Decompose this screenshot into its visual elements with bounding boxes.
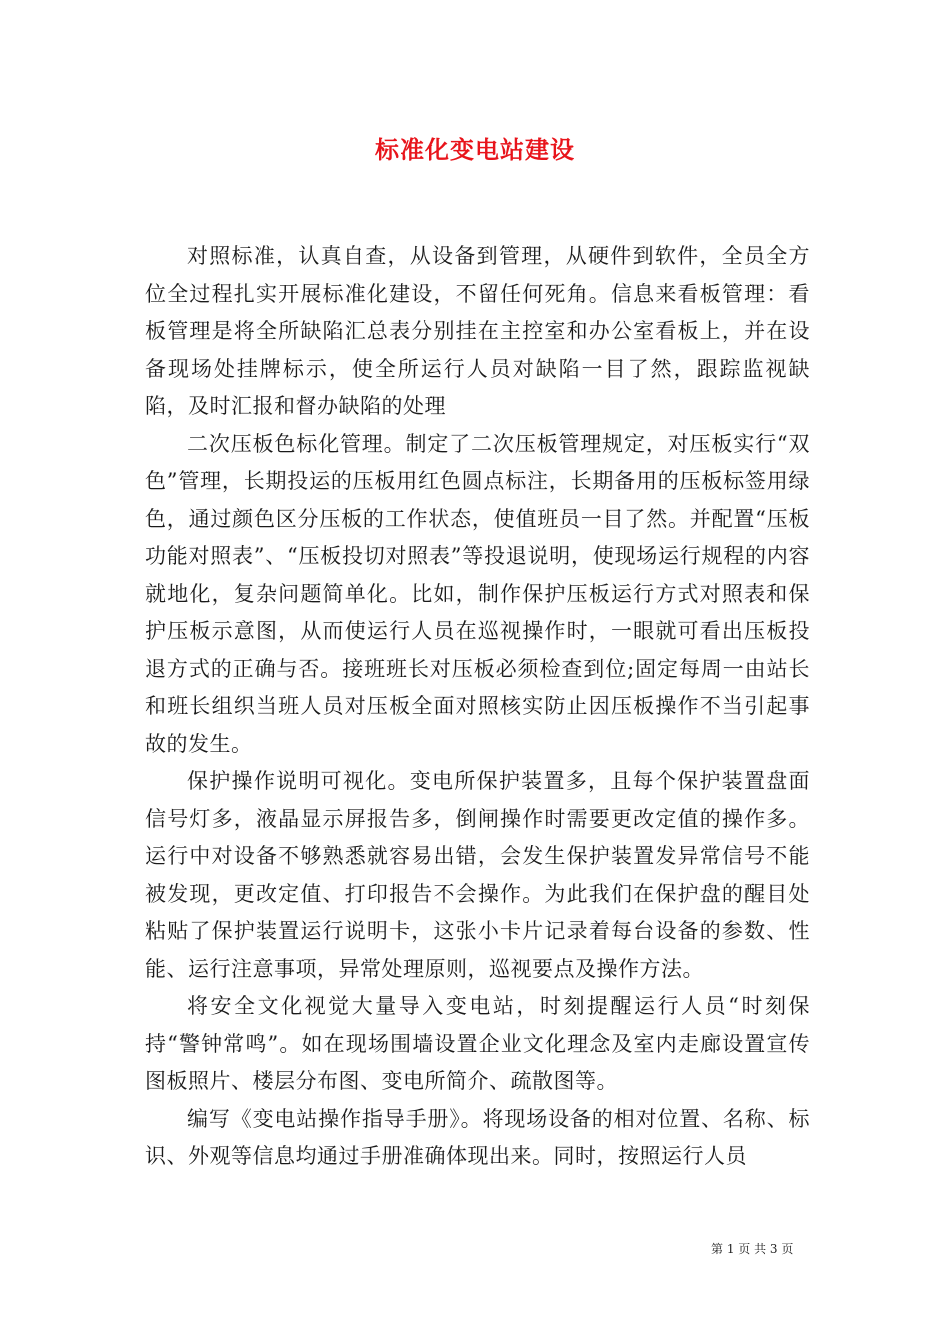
page-number: 第 1 页 共 3 页	[711, 1242, 794, 1256]
paragraph: 编写《变电站操作指导手册》。将现场设备的相对位置、名称、标识、外观等信息均通过手册准确体现出来。同时，按照运行人员	[145, 1106, 810, 1168]
document-title: 标准化变电站建设	[375, 135, 575, 164]
document-body	[145, 238, 810, 1176]
paragraph: 保护操作说明可视化。变电所保护装置多，且每个保护装置盘面信号灯多，液晶显示屏报告多，倒闸操作时需要更改定值的操作多。运行中对设备不够熟悉就容易出错，会发生保护装置发异常信号不能被发现，更改定值、打印报告不会操作。为此我们在保护盘的醒目处粘贴了保护装置运行说明卡，这张小卡片记录着每台设备的参数、性能、运行注意事项，异常处理原则，巡视要点及操作方法。	[145, 769, 810, 981]
paragraph: 二次压板色标化管理。制定了二次压板管理规定，对压板实行“双色”管理，长期投运的压板用红色圆点标注，长期备用的压板标签用绿色，通过颜色区分压板的工作状态，使值班员一目了然。并配置“压板功能对照表”、“压板投切对照表”等投退说明，使现场运行规程的内容就地化，复杂问题简单化。比如，制作保护压板运行方式对照表和保护压板示意图，从而使运行人员在巡视操作时，一眼就可看出压板投退方式的正确与否。接班班长对压板必须检查到位;固定每周一由站长和班长组织当班人员对压板全面对照核实防止因压板操作不当引起事故的发生。	[145, 431, 810, 756]
paragraph: 将安全文化视觉大量导入变电站，时刻提醒运行人员“时刻保持“警钟常鸣”。如在现场围墙设置企业文化理念及室内走廊设置宣传图板照片、楼层分布图、变电所简介、疏散图等。	[145, 994, 810, 1093]
paragraph: 对照标准，认真自查，从设备到管理，从硬件到软件，全员全方位全过程扎实开展标准化建设，不留任何死角。信息来看板管理：看板管理是将全所缺陷汇总表分别挂在主控室和办公室看板上，并在设备现场处挂牌标示，使全所运行人员对缺陷一目了然，跟踪监视缺陷，及时汇报和督办缺陷的处理	[145, 244, 810, 418]
